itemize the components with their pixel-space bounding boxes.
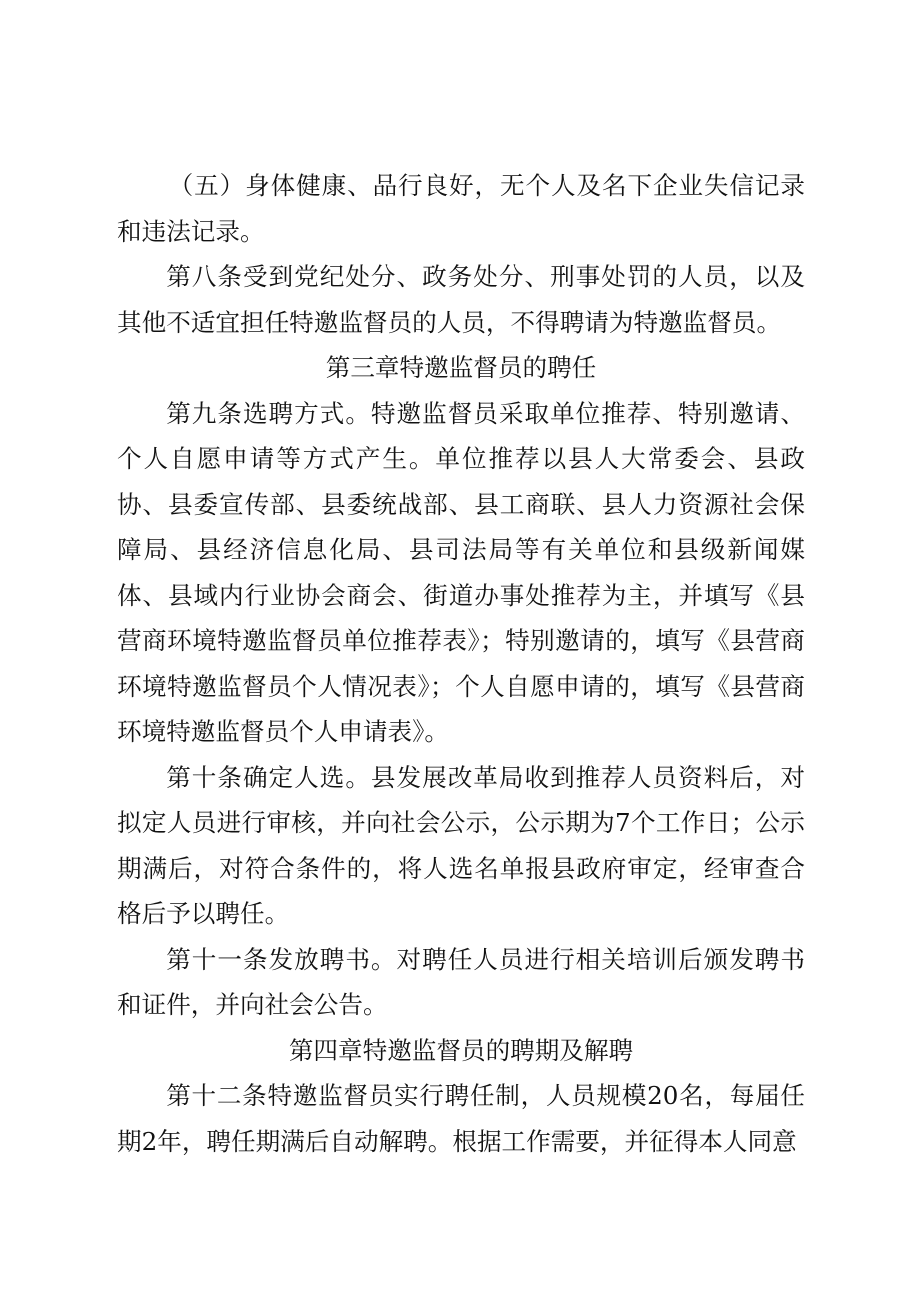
paragraph-article-11: 第十一条发放聘书。对聘任人员进行相关培训后颁发聘书和证件，并向社会公告。 <box>117 944 805 1019</box>
paragraph-article-12: 第十二条特邀监督员实行聘任制，人员规模20名，每届任期2年，聘任期满后自动解聘。根据工作需要，并征得本人同意 <box>117 1081 805 1156</box>
chapter-heading-3: 第三章特邀监督员的聘任 <box>325 353 597 382</box>
chapter-heading-4: 第四章特邀监督员的聘期及解聘 <box>288 1035 634 1065</box>
paragraph-article-7-item-5: （五）身体健康、品行良好，无个人及名下企业失信记录和违法记录。 <box>117 171 805 246</box>
paragraph-article-10: 第十条确定人选。县发展改革局收到推荐人员资料后，对拟定人员进行审核，并向社会公示，公示期为7个工作日；公示期满后，对符合条件的，将人选名单报县政府审定，经审查合格后予以聘任。 <box>117 762 805 928</box>
document-page <box>117 163 805 1164</box>
paragraph-article-8: 第八条受到党纪处分、政务处分、刑事处罚的人员，以及其他不适宜担任特邀监督员的人员，不得聘请为特邀监督员。 <box>117 262 805 337</box>
paragraph-article-9: 第九条选聘方式。特邀监督员采取单位推荐、特别邀请、个人自愿申请等方式产生。单位推荐以县人大常委会、县政协、县委宣传部、县委统战部、县工商联、县人力资源社会保障局、县经济信息化局、县司法局等有关单位和县级新闻媒体、县域内行业协会商会、街道办事处推荐为主，并填写《县营商环境特邀监督员单位推荐表》；特别邀请的，填写《县营商环境特邀监督员个人情况表》；个人自愿申请的，填写《县营商环境特邀监督员个人申请表》。 <box>117 398 805 746</box>
